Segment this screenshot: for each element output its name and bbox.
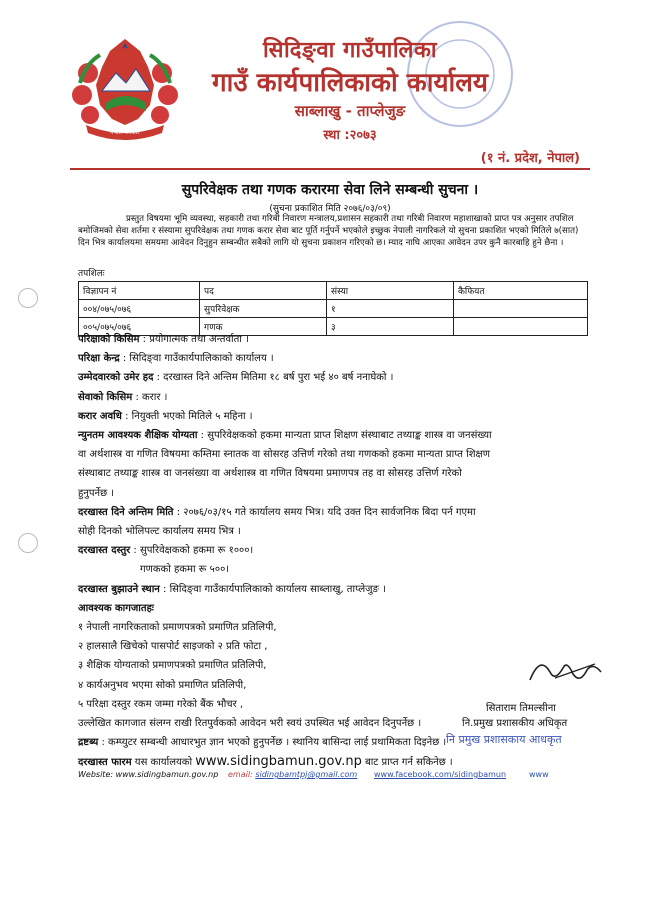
closing-line: उल्लेखित कागजात संलग्न राखी रितपुर्वकको आवेदन भरी स्वयं उपस्थित भई आवेदन दिनुपर्नेछ । [78,718,422,730]
notice-title: सुपरिवेक्षक तथा गणक करारमा सेवा लिने सम्बन्धी सुचना । [181,182,479,198]
col-post: पद [200,282,327,300]
detail-service-type: सेवाको किसिम : करार । [78,391,168,403]
emblem-banner-text: नेपाल सरकार [110,129,140,136]
detail-submission: दरखास्त बुझाउने स्थान : सिदिङ्वा गाउँकार्यपालिकाको कार्यालय साब्लाखु, ताप्लेजुङ । [78,583,386,595]
detail-exam-center: परिक्षा केन्द्र : सिदिङ्वा गाउँकार्यपालिकाको कार्यालय । [78,353,274,365]
document-item: २ हालसालै खिचेको पासपोर्ट साइजको २ प्रति फोटा , [78,641,268,653]
header-divider [70,168,590,170]
footer-email[interactable]: email: sidingbamtpj@gmail.com [228,770,358,779]
document-item: ५ परिक्षा दस्तुर रकम जम्मा गरेको बैंक भौचर , [78,698,244,710]
document-item: १ नेपाली नागरिकताको प्रमाणपत्रको प्रमाणित प्रतिलिपी, [78,622,277,634]
col-count: संस्या [327,282,454,300]
cell-post: गणक [200,318,327,336]
established-year: स्था :२०७३ [323,128,377,143]
signatory-stamp: नि प्रमुख प्रशासकाय आधकृत [446,733,562,746]
cell-count: १ [327,300,454,318]
province-label: (१ नं. प्रदेश, नेपाल) [480,151,580,166]
vacancy-table [78,281,588,336]
fee-cont: गणकको हकमा रू ५००। [140,564,230,576]
footer-facebook-link[interactable]: www.facebook.com/sidingbamun [374,770,507,779]
qualification-cont-1: वा अर्थशास्त्र वा गणित विषयमा कम्तिमा स्नातक वा सोसरह उत्तिर्ण गरेको तथा गणकको हकमा मान्यता प्राप्त शिक्षण [78,449,490,461]
office-body-title: गाउँ कार्यपालिकाको कार्यालय [212,68,488,98]
footer-website[interactable]: Website: www.sidingbamun.gov.np [78,770,219,779]
documents-label: आवश्यक कागजातहः [78,602,154,614]
punch-hole [18,533,38,553]
cell-advert-no: ००४/०७५/०७६ [79,300,200,318]
signatory-name: सिताराम तिमल्सीना [486,703,556,714]
qualification-cont-3: हुनुपर्नेछ । [78,487,115,499]
detail-deadline: दरखास्त दिने अन्तिम मिति : २०७६/०३/१५ गते कार्यालय समय भित्र। यदि उक्त दिन सार्वजनिक बिदा पर्न गएमा [78,506,476,518]
form-url-link[interactable]: www.sidingbamun.gov.np [195,754,362,770]
cell-post: सुपरिवेक्षक [200,300,327,318]
notice-intro: प्रस्तुत विषयमा भूमि व्यवस्था, सहकारी तथा गरिबी निवारण मन्त्रालय,प्रशासन सहकारी तथा गरिबी निवारण महाशाखाको प्राप्त पत्र अनुसार तपशिल बमोजिमको सेवा शर्तमा र संस्यामा सुपरिवेक्षक तथा गणक करार सेवा बाट पूर्ति गर्नुपर्ने भएकोले इच्छुक नेपाली नागरिकले यो सुचना प्रकाशित भएको मितिले ७(सात) दिन भित्र कार्यालयमा समयमा आवेदन दिनुहुन सम्बन्धीत सबैको लागि यो सुचना प्रकाशन गरिएको छ। म्याद नाघि आएका आवेदन उपर कुनै कारबाहि हुने छैना । [78,214,579,248]
detail-form: दरखास्त फारम यस कार्यालयको www.sidingbamun.gov.np बाट प्राप्त गर्न सकिनेछ । [78,754,453,770]
notice-date: (सुचना प्रकाशित मिति २०७६/०३/०९) [269,204,391,214]
document-item: ४ कार्यअनुभव भएमा सोको प्रमाणित प्रतिलिपी, [78,679,247,691]
col-advert-no: विज्ञापन नं [79,282,200,300]
details-label: तपशिलः [78,269,105,279]
office-address: साब्लाखु - ताप्लेजुङ [294,102,406,120]
qualification-cont-2: संस्थाबाट तथ्याङ्क शास्त्र वा जनसंख्या वा अर्थशास्त्र वा गणित विषयमा प्रमाणपत्र तह वा सोसरह उत्तिर्ण गरेको [78,468,462,480]
col-remarks: कैफियत [454,282,588,300]
footer-www: www [529,770,549,779]
cell-advert-no: ००५/०७५/०७६ [79,318,200,336]
document-item: ३ शैक्षिक योग्यताको प्रमाणपत्रको प्रमाणित प्रतिलिपी, [78,660,267,672]
detail-qualification: न्युनतम आवश्यक शैक्षिक योग्यता : सुपरिवेक्षकको हकमा मान्यता प्राप्त शिक्षण संस्थाबाट तथ्याङ्क शास्त्र वा जनसंख्या [78,430,492,442]
handwritten-signature-icon [525,650,605,690]
cell-remarks [454,300,588,318]
office-name: सिदिङ्वा गाउँपालिका [262,38,438,63]
detail-age-limit: उम्मेदवारको उमेर हद : दरखास्त दिने अन्तिम मितिमा १८ बर्ष पुरा भई ४० बर्ष ननाघेको । [78,372,394,384]
punch-hole [18,288,38,308]
signatory-title: नि.प्रमुख प्रशासकीय अधिकृत [462,718,568,729]
table-header-row [79,282,588,300]
deadline-cont: सोही दिनको भोलिपल्ट कार्यालय समय भित्र । [78,526,241,538]
detail-exam-type: परिक्षाको किसिम : प्रयोगात्मक तथा अन्तर्वाता । [78,334,249,345]
detail-contract-period: करार अवधि : नियुक्ती भएको मितिले ५ महिना । [78,410,253,422]
nepal-emblem-icon [66,33,184,143]
cell-count: ३ [327,318,454,336]
detail-note: द्रष्टब्य : कम्प्युटर सम्बन्धी आधारभुत ज्ञान भएको हुनुपर्नेछ । स्थानिय बासिन्दा लाई प्रथामिकता दिइनेछ । [78,737,447,749]
detail-fee: दरखास्त दस्तुर : सुपरिवेक्षकको हकमा रू १०००। [78,545,254,557]
table-row [79,300,588,318]
